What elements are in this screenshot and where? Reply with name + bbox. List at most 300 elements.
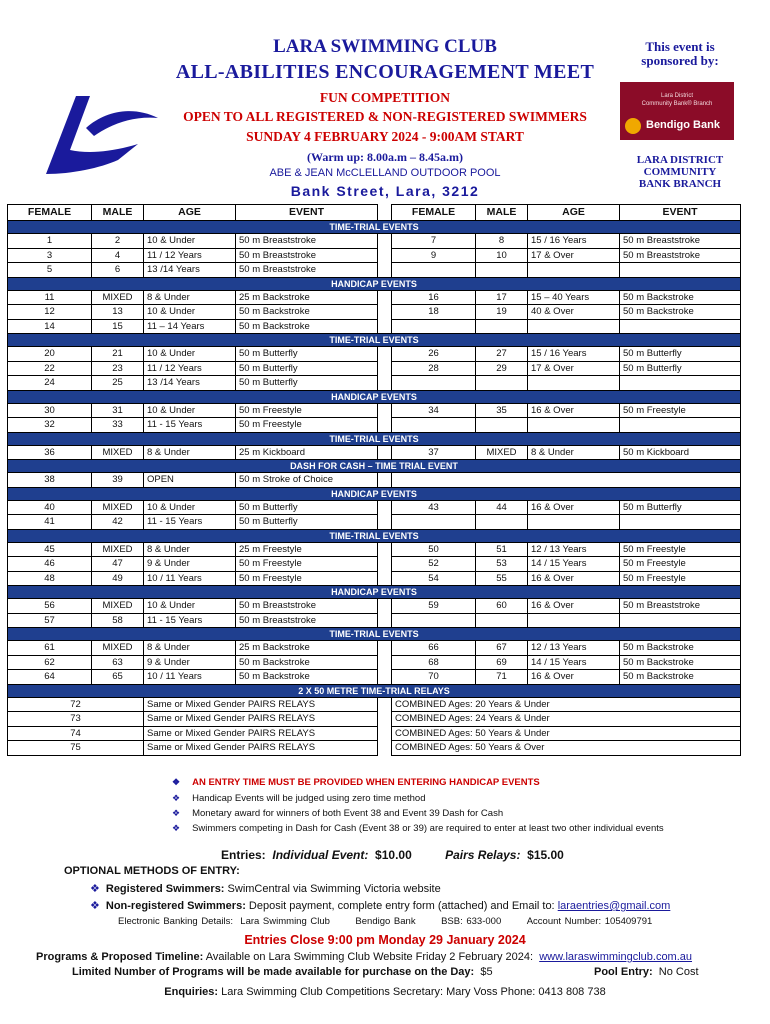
table-cell: 50 m Backstroke xyxy=(236,319,378,334)
table-cell: 50 m Breaststroke xyxy=(236,613,378,628)
table-cell: 62 xyxy=(8,655,92,670)
table-cell xyxy=(528,376,620,391)
table-cell: 19 xyxy=(476,305,528,320)
diamond-bullet-icon: ❖ xyxy=(172,823,181,833)
column-gap xyxy=(378,613,392,628)
table-cell: 17 & Over xyxy=(528,248,620,263)
table-row xyxy=(8,500,741,515)
section-header-row xyxy=(8,684,741,697)
relay-row xyxy=(8,741,741,756)
table-cell: MIXED xyxy=(92,290,144,305)
table-cell xyxy=(476,418,528,433)
table-cell: COMBINED Ages: 24 Years & Under xyxy=(392,712,741,727)
non-registered-entry: ❖ Non-registered Swimmers: Deposit payment, complete entry form (attached) and Email to: laraentries@gmail.com xyxy=(90,900,671,912)
table-row xyxy=(8,418,741,433)
table-cell: 50 m Backstroke xyxy=(620,655,741,670)
table-cell: 15 – 40 Years xyxy=(528,290,620,305)
column-gap xyxy=(378,248,392,263)
table-cell: Same or Mixed Gender PAIRS RELAYS xyxy=(144,726,378,741)
table-cell: 10 / 11 Years xyxy=(144,670,236,685)
note-item: ❖ Handicap Events will be judged using zero time method xyxy=(172,793,426,804)
table-cell: MIXED xyxy=(92,599,144,614)
table-cell xyxy=(392,263,476,278)
column-gap xyxy=(378,670,392,685)
table-cell: 46 xyxy=(8,557,92,572)
table-cell: 37 xyxy=(392,445,476,460)
section-header-row xyxy=(8,487,741,500)
table-cell: DASH FOR CASH – TIME TRIAL EVENT xyxy=(8,460,741,473)
column-gap xyxy=(378,473,392,488)
table-cell: EVENT xyxy=(620,205,741,221)
table-row xyxy=(8,248,741,263)
column-gap xyxy=(378,361,392,376)
table-cell: 14 xyxy=(8,319,92,334)
table-cell xyxy=(620,319,741,334)
events-table xyxy=(7,204,741,756)
table-cell: 24 xyxy=(8,376,92,391)
table-cell: 68 xyxy=(392,655,476,670)
table-cell: 50 m Butterfly xyxy=(620,347,741,362)
table-cell: HANDICAP EVENTS xyxy=(8,277,741,290)
pool-entry: Pool Entry: No Cost xyxy=(594,966,699,978)
table-cell xyxy=(620,515,741,530)
table-cell: 16 & Over xyxy=(528,571,620,586)
table-cell: 50 m Butterfly xyxy=(620,361,741,376)
table-cell: 33 xyxy=(92,418,144,433)
table-cell: 30 xyxy=(8,403,92,418)
table-cell: 8 xyxy=(476,234,528,249)
table-cell: 15 xyxy=(92,319,144,334)
table-cell: 70 xyxy=(392,670,476,685)
table-row xyxy=(8,234,741,249)
table-cell: 10 xyxy=(476,248,528,263)
table-cell xyxy=(620,376,741,391)
table-cell: 51 xyxy=(476,542,528,557)
bank-logo-subtitle: Lara District Community Bank® Branch xyxy=(641,93,713,107)
table-cell: TIME-TRIAL EVENTS xyxy=(8,221,741,234)
table-cell: 9 & Under xyxy=(144,655,236,670)
table-cell: 17 & Over xyxy=(528,361,620,376)
table-cell: TIME-TRIAL EVENTS xyxy=(8,334,741,347)
table-cell: 50 m Freestyle xyxy=(620,571,741,586)
table-cell: MIXED xyxy=(476,445,528,460)
table-cell: 53 xyxy=(476,557,528,572)
table-cell: 13 xyxy=(92,305,144,320)
open-to-all: OPEN TO ALL REGISTERED & NON-REGISTERED SWIMMERS xyxy=(183,109,587,124)
table-row xyxy=(8,473,741,488)
table-cell: 58 xyxy=(92,613,144,628)
column-gap xyxy=(378,205,392,221)
column-gap xyxy=(378,500,392,515)
table-row xyxy=(8,445,741,460)
table-cell: 21 xyxy=(92,347,144,362)
column-gap xyxy=(378,263,392,278)
table-cell: 50 m Freestyle xyxy=(620,403,741,418)
table-cell: 59 xyxy=(392,599,476,614)
table-cell: 50 m Freestyle xyxy=(236,418,378,433)
table-cell xyxy=(476,263,528,278)
table-cell: FEMALE xyxy=(8,205,92,221)
section-header-row xyxy=(8,277,741,290)
table-cell: 50 m Breaststroke xyxy=(236,234,378,249)
table-cell: 11 – 14 Years xyxy=(144,319,236,334)
table-cell: 50 m Butterfly xyxy=(620,500,741,515)
table-cell: Same or Mixed Gender PAIRS RELAYS xyxy=(144,712,378,727)
table-cell: 8 & Under xyxy=(144,290,236,305)
table-cell: 2 X 50 METRE TIME-TRIAL RELAYS xyxy=(8,684,741,697)
column-gap xyxy=(378,305,392,320)
table-cell xyxy=(476,376,528,391)
table-cell: 10 / 11 Years xyxy=(144,571,236,586)
table-cell: 17 xyxy=(476,290,528,305)
table-cell: 11 / 12 Years xyxy=(144,361,236,376)
table-cell: 50 m Breaststroke xyxy=(236,599,378,614)
table-cell: 50 m Freestyle xyxy=(236,403,378,418)
column-gap xyxy=(378,697,392,712)
table-cell: TIME-TRIAL EVENTS xyxy=(8,628,741,641)
table-cell: 50 m Butterfly xyxy=(236,361,378,376)
table-cell: 25 m Backstroke xyxy=(236,641,378,656)
table-cell: 13 /14 Years xyxy=(144,263,236,278)
table-row xyxy=(8,515,741,530)
relay-row xyxy=(8,712,741,727)
table-cell: 8 & Under xyxy=(144,641,236,656)
table-cell: 10 & Under xyxy=(144,305,236,320)
table-cell: 25 m Freestyle xyxy=(236,542,378,557)
table-cell: 73 xyxy=(8,712,144,727)
registered-entry: ❖ Registered Swimmers: SwimCentral via Swimming Victoria website xyxy=(90,883,441,895)
column-gap xyxy=(378,557,392,572)
warm-up-time: (Warm up: 8.00a.m – 8.45a.m) xyxy=(307,150,463,164)
note-item: ❖ AN ENTRY TIME MUST BE PROVIDED WHEN ENTERING HANDICAP EVENTS xyxy=(172,777,540,788)
table-cell: 56 xyxy=(8,599,92,614)
table-cell: 9 xyxy=(392,248,476,263)
pool-address: Bank Street, Lara, 3212 xyxy=(290,183,480,199)
table-cell: 25 xyxy=(92,376,144,391)
table-cell: 50 xyxy=(392,542,476,557)
table-row xyxy=(8,290,741,305)
table-cell: 60 xyxy=(476,599,528,614)
table-cell: 3 xyxy=(8,248,92,263)
table-row xyxy=(8,599,741,614)
table-cell: HANDICAP EVENTS xyxy=(8,586,741,599)
table-cell: 42 xyxy=(92,515,144,530)
table-cell: 5 xyxy=(8,263,92,278)
table-cell: 10 & Under xyxy=(144,403,236,418)
table-cell: MIXED xyxy=(92,500,144,515)
table-cell: 11 / 12 Years xyxy=(144,248,236,263)
table-cell xyxy=(392,376,476,391)
table-row xyxy=(8,403,741,418)
optional-entry-title: OPTIONAL METHODS OF ENTRY: xyxy=(64,865,240,877)
table-cell: 11 - 15 Years xyxy=(144,613,236,628)
table-cell: 16 & Over xyxy=(528,599,620,614)
table-cell: 61 xyxy=(8,641,92,656)
column-gap xyxy=(378,741,392,756)
table-cell: 40 xyxy=(8,500,92,515)
table-cell: 50 m Backstroke xyxy=(236,305,378,320)
table-cell: 55 xyxy=(476,571,528,586)
table-cell: 23 xyxy=(92,361,144,376)
table-cell: 75 xyxy=(8,741,144,756)
branch-name: LARA DISTRICT COMMUNITY BANK BRANCH xyxy=(636,154,724,190)
table-cell: 8 & Under xyxy=(528,445,620,460)
table-cell: 50 m Butterfly xyxy=(236,376,378,391)
column-gap xyxy=(378,290,392,305)
table-cell: 50 m Backstroke xyxy=(620,305,741,320)
table-cell: TIME-TRIAL EVENTS xyxy=(8,432,741,445)
table-cell xyxy=(620,418,741,433)
table-cell: 10 & Under xyxy=(144,599,236,614)
diamond-bullet-icon: ❖ xyxy=(90,883,100,895)
table-header-row xyxy=(8,205,741,221)
section-header-row xyxy=(8,628,741,641)
table-cell: 36 xyxy=(8,445,92,460)
table-cell: 9 & Under xyxy=(144,557,236,572)
table-cell: 45 xyxy=(8,542,92,557)
table-cell: 26 xyxy=(392,347,476,362)
table-cell: 50 m Stroke of Choice xyxy=(236,473,378,488)
column-gap xyxy=(378,655,392,670)
table-cell: 50 m Freestyle xyxy=(620,542,741,557)
table-cell: 8 & Under xyxy=(144,542,236,557)
table-cell: 50 m Breaststroke xyxy=(620,599,741,614)
entries-email-link[interactable]: laraentries@gmail.com xyxy=(557,900,671,912)
table-cell: 6 xyxy=(92,263,144,278)
table-cell: HANDICAP EVENTS xyxy=(8,487,741,500)
table-cell xyxy=(392,319,476,334)
table-row xyxy=(8,361,741,376)
table-cell: 57 xyxy=(8,613,92,628)
table-cell: 4 xyxy=(92,248,144,263)
table-cell: 14 / 15 Years xyxy=(528,557,620,572)
section-header-row xyxy=(8,334,741,347)
table-cell: 22 xyxy=(8,361,92,376)
table-cell: 50 m Butterfly xyxy=(236,515,378,530)
column-gap xyxy=(378,641,392,656)
limited-programs: Limited Number of Programs will be made available for purchase on the Day: $5 xyxy=(72,966,493,978)
table-cell: 10 & Under xyxy=(144,347,236,362)
table-cell: 50 m Breaststroke xyxy=(236,248,378,263)
table-cell: 65 xyxy=(92,670,144,685)
column-gap xyxy=(378,403,392,418)
bank-name: Bendigo Bank xyxy=(646,119,720,131)
table-cell xyxy=(620,263,741,278)
diamond-bullet-icon: ❖ xyxy=(90,900,100,912)
section-header-row xyxy=(8,432,741,445)
table-cell: 50 m Breaststroke xyxy=(236,263,378,278)
column-gap xyxy=(378,418,392,433)
website-link[interactable]: www.laraswimmingclub.com.au xyxy=(539,951,693,963)
table-cell: 10 & Under xyxy=(144,234,236,249)
table-cell: 12 / 13 Years xyxy=(528,542,620,557)
table-cell: 52 xyxy=(392,557,476,572)
table-row xyxy=(8,376,741,391)
table-cell: OPEN xyxy=(144,473,236,488)
table-cell: HANDICAP EVENTS xyxy=(8,390,741,403)
table-cell: 50 m Backstroke xyxy=(620,290,741,305)
table-cell: 50 m Freestyle xyxy=(620,557,741,572)
table-cell: FEMALE xyxy=(392,205,476,221)
column-gap xyxy=(378,234,392,249)
table-cell: 15 / 16 Years xyxy=(528,347,620,362)
table-cell: 27 xyxy=(476,347,528,362)
table-cell: MALE xyxy=(476,205,528,221)
diamond-bullet-icon: ❖ xyxy=(172,808,181,818)
table-cell: 43 xyxy=(392,500,476,515)
diamond-bullet-icon: ❖ xyxy=(172,777,181,787)
section-header-row xyxy=(8,586,741,599)
table-cell xyxy=(528,319,620,334)
table-cell: 64 xyxy=(8,670,92,685)
table-cell: 69 xyxy=(476,655,528,670)
table-cell: 16 xyxy=(392,290,476,305)
table-cell: 50 m Freestyle xyxy=(236,571,378,586)
table-cell: 25 m Kickboard xyxy=(236,445,378,460)
table-cell: 50 m Backstroke xyxy=(620,641,741,656)
section-header-row xyxy=(8,529,741,542)
column-gap xyxy=(378,571,392,586)
table-cell: 67 xyxy=(476,641,528,656)
table-cell: 31 xyxy=(92,403,144,418)
table-cell: 11 xyxy=(8,290,92,305)
banking-details: Electronic Banking Details: Lara Swimming Club Bendigo Bank BSB: 633-000 Account Number: 105409791 xyxy=(118,916,653,927)
table-cell: 47 xyxy=(92,557,144,572)
table-row xyxy=(8,641,741,656)
table-cell xyxy=(476,319,528,334)
column-gap xyxy=(378,712,392,727)
table-cell xyxy=(476,515,528,530)
table-row xyxy=(8,655,741,670)
table-cell: 7 xyxy=(392,234,476,249)
table-row xyxy=(8,305,741,320)
column-gap xyxy=(378,376,392,391)
enquiries: Enquiries: Lara Swimming Club Competitions Secretary: Mary Voss Phone: 0413 808 738 xyxy=(164,986,606,998)
table-cell: 74 xyxy=(8,726,144,741)
section-header-row xyxy=(8,390,741,403)
relay-row xyxy=(8,697,741,712)
table-cell: AGE xyxy=(528,205,620,221)
column-gap xyxy=(378,726,392,741)
table-cell: 66 xyxy=(392,641,476,656)
relay-row xyxy=(8,726,741,741)
table-row xyxy=(8,542,741,557)
meet-date: SUNDAY 4 FEBRUARY 2024 - 9:00AM START xyxy=(246,129,524,144)
table-cell: Same or Mixed Gender PAIRS RELAYS xyxy=(144,741,378,756)
events-table-body xyxy=(8,205,741,756)
column-gap xyxy=(378,599,392,614)
table-row xyxy=(8,263,741,278)
table-cell xyxy=(620,613,741,628)
table-cell: 12 / 13 Years xyxy=(528,641,620,656)
table-cell: 38 xyxy=(8,473,92,488)
table-cell: 16 & Over xyxy=(528,670,620,685)
entry-fees: Entries: Individual Event: $10.00 Pairs Relays: $15.00 xyxy=(221,848,564,862)
table-cell: AGE xyxy=(144,205,236,221)
column-gap xyxy=(378,542,392,557)
table-cell: 50 m Breaststroke xyxy=(620,234,741,249)
table-cell: 39 xyxy=(92,473,144,488)
table-cell: COMBINED Ages: 50 Years & Under xyxy=(392,726,741,741)
table-cell: 10 & Under xyxy=(144,500,236,515)
table-cell: 49 xyxy=(92,571,144,586)
table-row xyxy=(8,571,741,586)
table-cell: 1 xyxy=(8,234,92,249)
sponsor-title: This event is sponsored by: xyxy=(641,39,719,68)
table-cell: 71 xyxy=(476,670,528,685)
table-cell: 8 & Under xyxy=(144,445,236,460)
entries-close: Entries Close 9:00 pm Monday 29 January 2024 xyxy=(244,933,526,947)
table-cell: TIME-TRIAL EVENTS xyxy=(8,529,741,542)
column-gap xyxy=(378,515,392,530)
meet-title: ALL-ABILITIES ENCOURAGEMENT MEET xyxy=(175,61,595,83)
table-cell: 44 xyxy=(476,500,528,515)
table-cell: 41 xyxy=(8,515,92,530)
table-cell: 34 xyxy=(392,403,476,418)
section-header-row xyxy=(8,221,741,234)
table-cell: 32 xyxy=(8,418,92,433)
table-cell xyxy=(392,418,476,433)
table-cell: 20 xyxy=(8,347,92,362)
table-cell: 35 xyxy=(476,403,528,418)
table-cell: 50 m Backstroke xyxy=(620,670,741,685)
column-gap xyxy=(378,347,392,362)
table-cell: 13 /14 Years xyxy=(144,376,236,391)
table-row xyxy=(8,670,741,685)
table-cell: 50 m Kickboard xyxy=(620,445,741,460)
table-cell: 28 xyxy=(392,361,476,376)
table-cell: 72 xyxy=(8,697,144,712)
table-cell: 50 m Butterfly xyxy=(236,500,378,515)
table-cell: COMBINED Ages: 50 Years & Over xyxy=(392,741,741,756)
table-cell: 50 m Backstroke xyxy=(236,670,378,685)
table-cell: 16 & Over xyxy=(528,403,620,418)
bendigo-bank-logo xyxy=(620,82,734,140)
table-cell: MIXED xyxy=(92,641,144,656)
table-cell xyxy=(528,515,620,530)
table-cell: 40 & Over xyxy=(528,305,620,320)
table-cell: COMBINED Ages: 20 Years & Under xyxy=(392,697,741,712)
column-gap xyxy=(378,319,392,334)
table-cell: 14 / 15 Years xyxy=(528,655,620,670)
table-cell: MIXED xyxy=(92,542,144,557)
table-cell xyxy=(392,473,741,488)
note-item: ❖ Swimmers competing in Dash for Cash (Event 38 or 39) are required to enter at least two other individual events xyxy=(172,823,664,834)
table-row xyxy=(8,319,741,334)
table-cell: Same or Mixed Gender PAIRS RELAYS xyxy=(144,697,378,712)
table-cell: 12 xyxy=(8,305,92,320)
table-cell: 50 m Backstroke xyxy=(236,655,378,670)
table-cell: 11 - 15 Years xyxy=(144,515,236,530)
table-cell: 63 xyxy=(92,655,144,670)
table-cell: 50 m Breaststroke xyxy=(620,248,741,263)
table-cell xyxy=(528,263,620,278)
diamond-bullet-icon: ❖ xyxy=(172,793,181,803)
table-cell: 2 xyxy=(92,234,144,249)
table-cell: 16 & Over xyxy=(528,500,620,515)
table-cell xyxy=(528,418,620,433)
table-cell: 15 / 16 Years xyxy=(528,234,620,249)
table-cell xyxy=(392,515,476,530)
note-item: ❖ Monetary award for winners of both Event 38 and Event 39 Dash for Cash xyxy=(172,808,504,819)
programs-timeline: Programs & Proposed Timeline: Available on Lara Swimming Club Website Friday 2 February 2024: www.laraswimmingclub.com.au xyxy=(36,951,693,963)
table-cell: 18 xyxy=(392,305,476,320)
table-cell: 50 m Butterfly xyxy=(236,347,378,362)
club-title: LARA SWIMMING CLUB xyxy=(273,36,497,57)
table-cell: 50 m Freestyle xyxy=(236,557,378,572)
table-cell: 54 xyxy=(392,571,476,586)
table-cell xyxy=(392,613,476,628)
